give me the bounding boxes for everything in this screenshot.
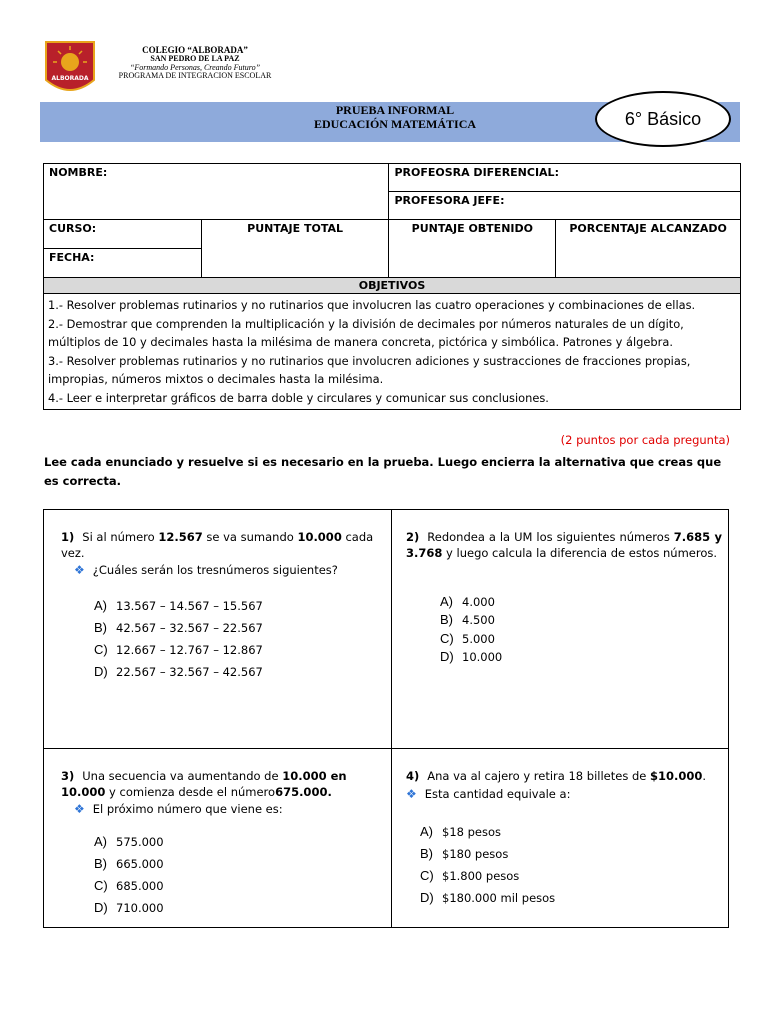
diamond-bullet-icon: ❖ <box>406 787 417 801</box>
question-text-bold: $10.000 <box>650 769 703 783</box>
question-2-text <box>406 529 722 561</box>
fecha-field[interactable]: FECHA: <box>44 249 202 278</box>
question-text-part: Una secuencia va aumentando de <box>82 769 283 783</box>
question-text-bold: 10.000 <box>297 530 342 544</box>
question-sub-text: ¿Cuáles serán los tresnúmeros siguientes? <box>92 563 338 577</box>
option-letter: C) <box>420 868 434 883</box>
option-letter: D) <box>440 648 454 664</box>
option-letter: D) <box>94 900 108 915</box>
question-text-part: y luego calcula la diferencia de estos números. <box>442 546 718 560</box>
option-c[interactable] <box>420 865 555 887</box>
question-1-box <box>43 509 392 749</box>
puntaje-obtenido-field[interactable]: PUNTAJE OBTENIDO <box>389 220 556 278</box>
question-text-bold: 7.685 y 3.768 <box>406 530 722 560</box>
option-c[interactable] <box>94 639 263 661</box>
option-a[interactable] <box>420 821 555 843</box>
objetivos-list <box>44 294 741 410</box>
option-text: 685.000 <box>116 879 164 893</box>
question-text-bold: 675.000. <box>275 785 332 799</box>
option-text: 575.000 <box>116 835 164 849</box>
nombre-field[interactable]: NOMBRE: <box>44 164 389 220</box>
grade-label: 6° Básico <box>624 108 702 129</box>
option-letter: A) <box>420 824 433 839</box>
school-name: COLEGIO “ALBORADA” <box>142 45 248 55</box>
question-3-text <box>61 768 377 800</box>
option-a[interactable] <box>94 595 263 617</box>
curso-field[interactable]: CURSO: <box>44 220 202 249</box>
option-text: 12.667 – 12.767 – 12.867 <box>116 643 263 657</box>
question-1-sub <box>74 562 338 578</box>
question-1-text <box>61 529 377 561</box>
option-text: $18 pesos <box>442 825 501 839</box>
option-letter: A) <box>440 594 453 609</box>
question-text-part: Ana va al cajero y retira 18 billetes de <box>427 769 650 783</box>
objetivos-heading: OBJETIVOS <box>44 278 741 294</box>
option-text: 5.000 <box>462 631 495 646</box>
svg-text:ALBORADA: ALBORADA <box>51 75 89 82</box>
option-a[interactable] <box>94 831 164 853</box>
option-text: 4.500 <box>462 613 495 628</box>
test-title <box>300 103 490 131</box>
option-c[interactable] <box>440 630 502 648</box>
test-title-line: PRUEBA INFORMAL <box>335 103 455 117</box>
diamond-bullet-icon: ❖ <box>74 563 85 577</box>
question-number: 1) <box>61 530 75 544</box>
option-letter: C) <box>94 878 108 893</box>
option-text: 665.000 <box>116 857 164 871</box>
instructions: Lee cada enunciado y resuelve si es necesario en la prueba. Luego encierra la alternativa que creas que es correcta. <box>44 455 722 488</box>
option-b[interactable] <box>420 843 555 865</box>
school-city: SAN PEDRO DE LA PAZ <box>150 54 240 64</box>
question-sub-text: Esta cantidad equivale a: <box>424 787 571 801</box>
porcentaje-field[interactable]: PORCENTAJE ALCANZADO <box>556 220 741 278</box>
question-number: 3) <box>61 769 75 783</box>
objetivo-item: 1.- Resolver problemas rutinarios y no rutinarios que involucren las cuatro operaciones y combinaciones de ellas. <box>48 298 696 312</box>
question-4-sub <box>406 786 570 802</box>
points-note: (2 puntos por cada pregunta) <box>560 433 730 447</box>
grade-oval <box>595 91 731 147</box>
school-program: PROGRAMA DE INTEGRACION ESCOLAR <box>118 71 272 81</box>
profesora-diferencial-field[interactable]: PROFEOSRA DIFERENCIAL: <box>389 164 741 192</box>
option-text: $180 pesos <box>442 847 509 861</box>
option-letter: B) <box>94 620 107 635</box>
profesora-jefe-field[interactable]: PROFESORA JEFE: <box>389 192 741 220</box>
option-b[interactable] <box>94 853 164 875</box>
question-4-options <box>420 821 555 909</box>
question-text-part: Si al número <box>82 530 159 544</box>
school-info <box>100 46 290 81</box>
option-text: 10.000 <box>462 649 503 664</box>
option-letter: B) <box>440 612 453 628</box>
option-a[interactable] <box>440 593 502 611</box>
option-text: 42.567 – 32.567 – 22.567 <box>116 621 263 635</box>
option-text: $1.800 pesos <box>442 869 520 883</box>
question-1-options <box>94 595 263 683</box>
objetivo-item: 4.- Leer e interpretar gráficos de barra doble y circulares y comunicar sus conclusiones. <box>48 390 549 405</box>
question-text-bold: 10.000 en 10.000 <box>61 769 347 799</box>
objetivo-item: 2.- Demostrar que comprenden la multiplicación y la división de decimales por números naturales de un dígito, múltiplos de 10 y decimales hasta la milésima de manera concreta, pictórica y simbólica. Patrones y álgebra. <box>48 316 684 349</box>
question-3-options <box>94 831 164 919</box>
option-text: 22.567 – 32.567 – 42.567 <box>116 665 263 679</box>
objetivo-item: 3.- Resolver problemas rutinarios y no rutinarios que involucren adiciones y sustracciones de fracciones propias, impropias, números mixtos o decimales hasta la milésima. <box>48 353 691 386</box>
question-3-box <box>43 748 392 928</box>
option-text: 4.000 <box>462 595 495 609</box>
puntaje-total-field[interactable]: PUNTAJE TOTAL <box>201 220 389 278</box>
question-3-sub <box>74 801 283 817</box>
question-2-box <box>391 509 729 749</box>
option-text: 710.000 <box>116 901 164 915</box>
option-letter: A) <box>94 834 107 849</box>
question-text-part: cada vez. <box>61 530 374 560</box>
option-letter: C) <box>94 642 108 657</box>
subject-title: EDUCACIÓN MATEMÁTICA <box>313 117 477 131</box>
option-d[interactable] <box>420 887 555 909</box>
option-d[interactable] <box>94 897 164 919</box>
option-b[interactable] <box>94 617 263 639</box>
question-number: 2) <box>406 530 420 544</box>
option-letter: B) <box>94 856 107 871</box>
option-text: 13.567 – 14.567 – 15.567 <box>116 599 263 613</box>
option-letter: C) <box>440 630 454 646</box>
question-2-options <box>440 593 502 666</box>
option-letter: D) <box>94 664 108 679</box>
option-d[interactable] <box>94 661 263 683</box>
student-info-table <box>43 163 741 410</box>
question-sub-text: El próximo número que viene es: <box>92 802 283 816</box>
option-letter: B) <box>420 846 433 861</box>
question-text-part: y comienza desde el número <box>105 785 276 799</box>
question-number: 4) <box>406 769 420 783</box>
question-text-part: Redondea a la UM los siguientes números <box>427 530 674 544</box>
question-text-part: se va sumando <box>202 530 298 544</box>
question-4-text <box>406 768 722 784</box>
question-text-part: . <box>702 769 707 783</box>
diamond-bullet-icon: ❖ <box>74 802 85 816</box>
question-text-bold: 12.567 <box>158 530 203 544</box>
option-b[interactable] <box>440 611 502 629</box>
option-text: $180.000 mil pesos <box>442 891 556 905</box>
question-4-box <box>391 748 729 928</box>
option-letter: D) <box>420 890 434 905</box>
school-motto: “Formando Personas, Creando Futuro” <box>129 62 261 72</box>
option-c[interactable] <box>94 875 164 897</box>
option-letter: A) <box>94 598 107 613</box>
option-d[interactable] <box>440 648 502 666</box>
school-logo <box>44 40 96 100</box>
